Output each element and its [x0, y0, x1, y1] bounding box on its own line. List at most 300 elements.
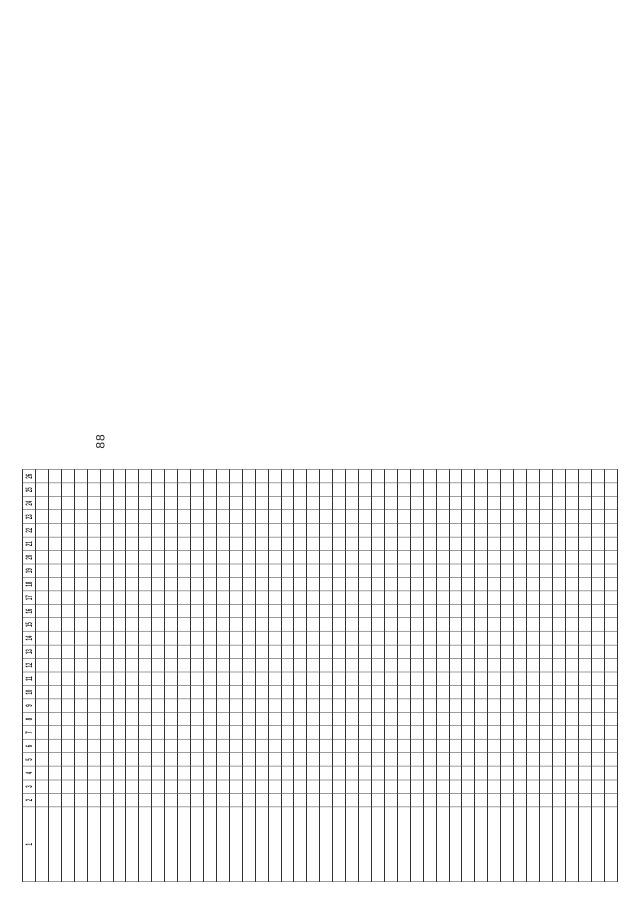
table-row [527, 469, 540, 881]
table-cell [191, 739, 204, 752]
table-cell [268, 483, 281, 496]
table-cell [87, 739, 100, 752]
table-cell [423, 658, 436, 671]
table-cell [165, 712, 178, 725]
table-cell [255, 712, 268, 725]
table-cell [423, 766, 436, 779]
table-cell [333, 807, 346, 882]
table-cell [449, 753, 462, 766]
table-cell [591, 712, 604, 725]
table-cell [255, 766, 268, 779]
table-cell [255, 523, 268, 536]
table-cell [48, 631, 61, 644]
table-cell [268, 672, 281, 685]
table-cell [514, 793, 527, 806]
table-cell [139, 591, 152, 604]
table-cell [604, 537, 617, 550]
table-cell [87, 523, 100, 536]
table-cell [539, 699, 552, 712]
table-cell [539, 780, 552, 793]
table-row [475, 469, 488, 881]
table-cell [61, 712, 74, 725]
table-cell [281, 618, 294, 631]
table-cell [346, 685, 359, 698]
table-cell [268, 604, 281, 617]
table-cell [216, 483, 229, 496]
table-cell [591, 591, 604, 604]
table-cell [100, 577, 113, 590]
table-cell [36, 483, 49, 496]
table-cell [74, 564, 87, 577]
table-cell [152, 739, 165, 752]
table-cell [539, 564, 552, 577]
table-cell [268, 550, 281, 563]
table-cell [294, 496, 307, 509]
table-cell [436, 753, 449, 766]
table-cell [242, 807, 255, 882]
table-cell [126, 753, 139, 766]
table-cell [152, 564, 165, 577]
table-row [436, 469, 449, 881]
table-cell [436, 807, 449, 882]
table-cell [410, 699, 423, 712]
table-cell [61, 523, 74, 536]
table-cell [229, 645, 242, 658]
table-cell [36, 645, 49, 658]
table-cell [397, 618, 410, 631]
table-cell [527, 591, 540, 604]
table-cell [191, 483, 204, 496]
table-cell [61, 618, 74, 631]
column-number-22: 22 [23, 523, 36, 536]
table-cell [113, 780, 126, 793]
table-cell [436, 469, 449, 483]
table-cell [36, 685, 49, 698]
table-cell [48, 537, 61, 550]
table-cell [307, 807, 320, 882]
table-cell [359, 739, 372, 752]
table-cell [242, 780, 255, 793]
table-cell [320, 793, 333, 806]
table-cell [552, 766, 565, 779]
table-cell [320, 645, 333, 658]
table-cell [397, 739, 410, 752]
table-cell [178, 685, 191, 698]
table-cell [449, 523, 462, 536]
table-row [113, 469, 126, 881]
table-cell [436, 604, 449, 617]
table-cell [436, 577, 449, 590]
table-cell [501, 537, 514, 550]
table-cell [475, 807, 488, 882]
table-cell [126, 523, 139, 536]
table-cell [307, 699, 320, 712]
table-cell [527, 510, 540, 523]
table-cell [475, 645, 488, 658]
table-cell [320, 726, 333, 739]
table-cell [36, 712, 49, 725]
table-cell [371, 523, 384, 536]
table-cell [255, 550, 268, 563]
table-cell [113, 483, 126, 496]
table-cell [229, 780, 242, 793]
table-cell [74, 672, 87, 685]
table-cell [74, 618, 87, 631]
table-cell [100, 658, 113, 671]
table-cell [165, 591, 178, 604]
table-cell [552, 793, 565, 806]
table-cell [152, 523, 165, 536]
table-cell [242, 618, 255, 631]
table-cell [307, 577, 320, 590]
table-row [384, 469, 397, 881]
table-cell [87, 577, 100, 590]
table-cell [333, 739, 346, 752]
table-cell [397, 469, 410, 483]
table-cell [113, 564, 126, 577]
table-cell [565, 537, 578, 550]
table-cell [514, 685, 527, 698]
table-row [591, 469, 604, 881]
table-cell [501, 631, 514, 644]
table-cell [48, 496, 61, 509]
table-cell [449, 672, 462, 685]
table-cell [384, 753, 397, 766]
table-cell [488, 645, 501, 658]
table-cell [436, 483, 449, 496]
table-cell [307, 591, 320, 604]
table-cell [36, 523, 49, 536]
table-cell [384, 577, 397, 590]
table-cell [294, 793, 307, 806]
table-cell [527, 739, 540, 752]
table-cell [178, 766, 191, 779]
table-cell [165, 793, 178, 806]
table-cell [591, 469, 604, 483]
table-cell [191, 591, 204, 604]
table-cell [359, 510, 372, 523]
table-cell [36, 537, 49, 550]
table-cell [552, 685, 565, 698]
table-cell [139, 537, 152, 550]
table-cell [423, 469, 436, 483]
table-cell [178, 523, 191, 536]
table-cell [126, 496, 139, 509]
table-cell [462, 672, 475, 685]
table-cell [320, 469, 333, 483]
table-cell [514, 523, 527, 536]
table-cell [423, 577, 436, 590]
table-cell [152, 726, 165, 739]
column-number-15: 15 [23, 618, 36, 631]
table-cell [539, 739, 552, 752]
table-cell [359, 483, 372, 496]
table-cell [87, 780, 100, 793]
table-cell [527, 496, 540, 509]
table-cell [126, 577, 139, 590]
table-cell [36, 739, 49, 752]
table-cell [61, 753, 74, 766]
table-cell [74, 726, 87, 739]
table-cell [203, 510, 216, 523]
table-cell [61, 469, 74, 483]
table-cell [126, 685, 139, 698]
table-cell [423, 483, 436, 496]
table-row [604, 469, 617, 881]
table-cell [229, 496, 242, 509]
table-cell [552, 523, 565, 536]
table-cell [346, 726, 359, 739]
table-cell [514, 658, 527, 671]
table-cell [294, 699, 307, 712]
table-cell [126, 550, 139, 563]
table-cell [333, 753, 346, 766]
column-number-4: 4 [23, 766, 36, 779]
table-cell [475, 577, 488, 590]
table-cell [165, 685, 178, 698]
table-cell [565, 577, 578, 590]
table-cell [268, 766, 281, 779]
table-cell [552, 712, 565, 725]
table-cell [113, 672, 126, 685]
table-row [87, 469, 100, 881]
table-cell [371, 645, 384, 658]
table-cell [423, 807, 436, 882]
table-cell [255, 658, 268, 671]
table-row [36, 469, 49, 881]
table-cell [61, 739, 74, 752]
table-cell [333, 672, 346, 685]
table-cell [501, 793, 514, 806]
table-cell [371, 564, 384, 577]
table-cell [436, 496, 449, 509]
table-cell [152, 699, 165, 712]
table-cell [359, 496, 372, 509]
table-cell [320, 523, 333, 536]
table-cell [152, 645, 165, 658]
table-cell [152, 496, 165, 509]
table-cell [139, 496, 152, 509]
table-cell [578, 780, 591, 793]
table-cell [87, 591, 100, 604]
table-row [191, 469, 204, 881]
table-cell [359, 712, 372, 725]
table-cell [371, 510, 384, 523]
table-cell [591, 631, 604, 644]
table-cell [514, 550, 527, 563]
table-row [397, 469, 410, 881]
table-cell [384, 510, 397, 523]
table-cell [501, 604, 514, 617]
table-cell [74, 807, 87, 882]
table-cell [346, 807, 359, 882]
table-cell [397, 726, 410, 739]
table-cell [488, 564, 501, 577]
table-cell [565, 483, 578, 496]
table-cell [514, 726, 527, 739]
table-cell [255, 672, 268, 685]
table-cell [462, 793, 475, 806]
table-row [462, 469, 475, 881]
table-cell [178, 510, 191, 523]
table-cell [229, 766, 242, 779]
table-cell [501, 496, 514, 509]
table-cell [410, 753, 423, 766]
table-cell [384, 469, 397, 483]
table-cell [100, 645, 113, 658]
table-cell [514, 672, 527, 685]
table-row [333, 469, 346, 881]
table-cell [294, 807, 307, 882]
table-cell [397, 604, 410, 617]
table-cell [359, 726, 372, 739]
table-cell [191, 496, 204, 509]
table-cell [100, 793, 113, 806]
table-cell [410, 604, 423, 617]
table-cell [100, 483, 113, 496]
table-cell [113, 537, 126, 550]
table-cell [139, 523, 152, 536]
table-cell [449, 510, 462, 523]
table-cell [216, 550, 229, 563]
table-cell [449, 699, 462, 712]
table-cell [126, 618, 139, 631]
table-cell [216, 618, 229, 631]
table-cell [436, 739, 449, 752]
table-cell [423, 591, 436, 604]
table-cell [268, 631, 281, 644]
table-cell [100, 564, 113, 577]
table-row [371, 469, 384, 881]
table-cell [126, 739, 139, 752]
table-cell [281, 483, 294, 496]
table-cell [384, 631, 397, 644]
table-cell [449, 564, 462, 577]
table-cell [268, 780, 281, 793]
table-cell [552, 483, 565, 496]
table-cell [203, 631, 216, 644]
table-cell [449, 631, 462, 644]
table-cell [346, 631, 359, 644]
table-cell [539, 726, 552, 739]
table-cell [436, 672, 449, 685]
table-cell [462, 537, 475, 550]
table-cell [165, 510, 178, 523]
table-cell [203, 699, 216, 712]
table-cell [281, 672, 294, 685]
table-cell [527, 712, 540, 725]
table-cell [139, 510, 152, 523]
table-cell [255, 577, 268, 590]
table-cell [397, 577, 410, 590]
table-cell [604, 483, 617, 496]
table-cell [242, 672, 255, 685]
table-cell [449, 739, 462, 752]
table-cell [100, 631, 113, 644]
table-cell [527, 631, 540, 644]
table-cell [527, 807, 540, 882]
table-cell [178, 753, 191, 766]
table-cell [346, 604, 359, 617]
table-cell [152, 591, 165, 604]
table-cell [552, 739, 565, 752]
table-cell [87, 604, 100, 617]
table-cell [346, 483, 359, 496]
table-cell [410, 523, 423, 536]
table-cell [488, 753, 501, 766]
table-cell [255, 793, 268, 806]
table-cell [488, 685, 501, 698]
table-cell [565, 631, 578, 644]
table-cell [139, 726, 152, 739]
table-cell [423, 780, 436, 793]
table-cell [384, 496, 397, 509]
column-number-24: 24 [23, 496, 36, 509]
table-cell [371, 672, 384, 685]
table-cell [591, 604, 604, 617]
table-cell [423, 645, 436, 658]
table-cell [203, 483, 216, 496]
table-cell [410, 793, 423, 806]
table-cell [514, 483, 527, 496]
table-cell [255, 807, 268, 882]
table-cell [165, 658, 178, 671]
table-cell [565, 753, 578, 766]
table-cell [307, 672, 320, 685]
table-cell [578, 807, 591, 882]
table-cell [359, 631, 372, 644]
table-cell [359, 618, 372, 631]
table-cell [178, 672, 191, 685]
table-cell [87, 537, 100, 550]
table-cell [501, 658, 514, 671]
table-row [294, 469, 307, 881]
table-cell [294, 685, 307, 698]
table-cell [74, 645, 87, 658]
table-cell [604, 618, 617, 631]
table-cell [307, 739, 320, 752]
table-cell [527, 618, 540, 631]
table-cell [539, 523, 552, 536]
table-cell [203, 685, 216, 698]
table-cell [565, 658, 578, 671]
table-cell [87, 510, 100, 523]
table-cell [449, 618, 462, 631]
table-cell [178, 658, 191, 671]
table-cell [514, 753, 527, 766]
table-row [281, 469, 294, 881]
table-cell [281, 645, 294, 658]
table-cell [578, 591, 591, 604]
table-cell [113, 618, 126, 631]
table-row [126, 469, 139, 881]
table-cell [307, 726, 320, 739]
table-cell [165, 753, 178, 766]
table-cell [371, 766, 384, 779]
table-cell [462, 618, 475, 631]
table-cell [36, 726, 49, 739]
table-cell [113, 793, 126, 806]
table-cell [397, 550, 410, 563]
table-cell [100, 672, 113, 685]
table-cell [216, 510, 229, 523]
table-cell [165, 645, 178, 658]
table-cell [527, 483, 540, 496]
table-cell [229, 591, 242, 604]
table-cell [578, 699, 591, 712]
table-cell [436, 766, 449, 779]
table-cell [281, 496, 294, 509]
